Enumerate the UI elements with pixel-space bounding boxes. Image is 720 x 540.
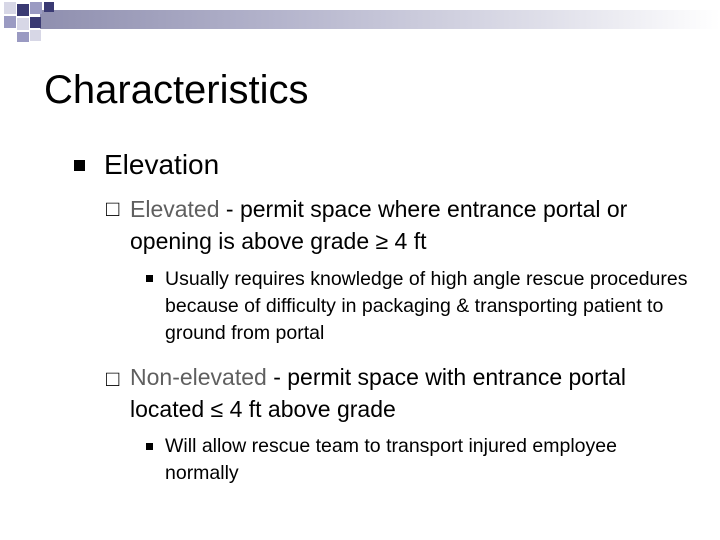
sub-bullet-non-elevated	[130, 361, 690, 425]
main-bullet-text: Elevation	[104, 149, 220, 180]
deco-square-icon	[17, 18, 29, 30]
deco-square-icon	[4, 2, 16, 14]
deco-square-icon	[30, 17, 41, 28]
term-definition: - permit space with entrance portal located ≤ 4 ft above grade	[130, 364, 627, 422]
hollow-square-icon: □	[106, 366, 120, 391]
filled-square-icon	[74, 160, 85, 171]
deco-square-icon	[30, 2, 42, 14]
filled-square-icon	[146, 443, 153, 450]
deco-square-icon	[44, 2, 54, 12]
filled-square-icon	[146, 275, 153, 282]
hollow-square-icon: □	[106, 196, 120, 221]
header-gradient-band	[40, 10, 720, 29]
sub-bullet-elevated	[130, 193, 712, 257]
slide-title: Characteristics	[44, 68, 309, 112]
deco-square-icon	[30, 30, 41, 41]
deco-square-icon	[17, 32, 29, 42]
deco-square-icon	[4, 16, 16, 28]
term-label: Non-elevated	[130, 364, 267, 390]
term-label: Elevated	[130, 196, 220, 222]
header-decoration	[40, 10, 720, 29]
detail-non-elevated: Will allow rescue team to transport injured employee normally	[165, 435, 617, 484]
term-definition: - permit space where entrance portal or opening is above grade ≥ 4 ft	[130, 196, 628, 254]
deco-square-icon	[17, 4, 29, 16]
detail-elevated: Usually requires knowledge of high angle rescue procedures because of difficulty in packaging & transporting patient to ground from portal	[165, 268, 688, 344]
